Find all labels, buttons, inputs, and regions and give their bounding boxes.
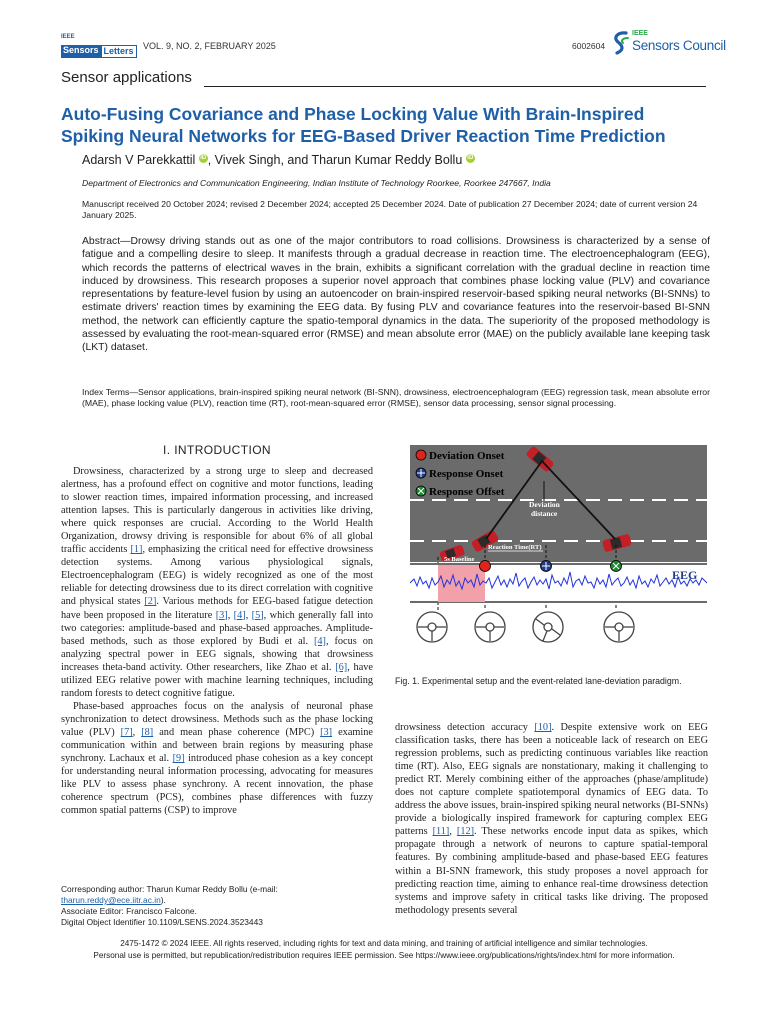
svg-text:Response Offset: Response Offset [429, 486, 505, 498]
manuscript-dates: Manuscript received 20 October 2024; revised 2 December 2024; accepted 25 December 2024. Date of publication 27 December 2024; date of current version 24 January 2025. [82, 199, 698, 220]
rt-label: Reaction Time(RT) [488, 544, 542, 551]
abstract: Abstract—Drowsy driving stands out as one of the major contributors to road collisions. Drowsiness is characterized by a sense of fatigue and a compelling desire to sleep. It manifests through a gradual decrease in reaction time. The electroencephalogram (EEG), which records the patterns of electrical waves in the brain, exhibits a significant correlation with the gradual decline in reaction time induced by drowsiness. This research proposes a superior novel approach that combines phase locking value (PLV) and covariance representations by feature-level fusion by using an autoencoder on brain-inspired reservoir-based spiking neural networks (BI-SNNs) to estimate drivers' reaction times by examining the EEG data. By fusing PLV and covariance features into the reservoir-based BI-SNN method, the network can efficiently capture the spatio-temporal dynamics in the data. The superiority of the proposed methodology is assessed by evaluating the root-mean-squared error (RMSE) and mean absolute error (MAE) on the publicly available lane keeping task (LKT) dataset. [82, 236, 710, 354]
council-ieee-text: IEEE [632, 30, 648, 37]
author-rest: , Vivek Singh, and Tharun Kumar Reddy Bollu [207, 153, 463, 167]
intro-paragraph-2: Phase-based approaches focus on the analysis of neuronal phase synchronization to detect drowsiness. Methods such as the phase locking value (PLV) [7], [8] and mean phase coherence (MPC) [3] examine communication within and between brain regions by measuring phase synchrony. Lachaux et al. [9] introduced phase cohesion as a key concept for understanding neural information processing, advocating for measures like PLV to assess phase synchrony. A recent innovation, the phase coherence spectrum (PCS), combines phase differences with fuzzy common spatial patterns (CSP) to improve [61, 700, 373, 817]
baseline-label: 5s Baseline [444, 556, 475, 563]
logo-sensors-text: Sensors [61, 45, 101, 58]
figure-1 [410, 445, 707, 645]
title-line-1: Auto-Fusing Covariance and Phase Locking Value With Brain-Inspired [61, 104, 645, 124]
right-column [395, 721, 708, 917]
author-1: Adarsh V Parekkattil [82, 153, 196, 167]
citation-link[interactable]: [10] [534, 722, 552, 733]
orcid-icon[interactable]: iD [467, 155, 474, 161]
citation-link[interactable]: [2] [144, 596, 157, 608]
deviation-onset-marker [480, 561, 491, 572]
steering-wheel-icon [604, 612, 634, 642]
citation-link[interactable]: [6] [335, 661, 348, 673]
deviation-label: distance [531, 509, 558, 518]
author-list [82, 153, 475, 167]
figure-caption: Fig. 1. Experimental setup and the event-related lane-deviation paradigm. [395, 676, 682, 686]
orcid-icon[interactable]: iD [200, 155, 207, 161]
sensors-letters-logo [61, 34, 137, 58]
svg-text:Response Onset: Response Onset [429, 468, 504, 480]
corresponding-author: Corresponding author: Tharun Kumar Reddy Bollu (e-mail: tharun.reddy@ece.iitr.ac.in). [61, 884, 278, 905]
svg-text:Deviation Onset: Deviation Onset [429, 450, 505, 462]
footnote [61, 884, 373, 928]
citation-link[interactable]: [5] [251, 609, 264, 621]
citation-link[interactable]: [11] [432, 826, 450, 838]
response-onset-marker [541, 561, 552, 572]
copyright-line-1: 2475-1472 © 2024 IEEE. All rights reserved, including rights for text and data mining, and training of artificial intelligence and similar technologies. [120, 939, 648, 948]
paper-title [61, 103, 711, 147]
citation-link[interactable]: [3] [320, 726, 333, 738]
steering-wheel-icon [475, 612, 505, 642]
associate-editor: Associate Editor: Francisco Falcone. [61, 906, 197, 916]
title-line-2: Spiking Neural Networks for EEG-Based Driver Reaction Time Prediction [61, 126, 666, 146]
section-header [61, 69, 706, 89]
logo-ieee-text: IEEE [61, 34, 75, 40]
steering-wheel-icon [533, 612, 563, 642]
lane-deviation-diagram [410, 445, 707, 645]
volume-info: VOL. 9, NO. 2, FEBRUARY 2025 [143, 41, 276, 51]
legend-response-offset [416, 486, 505, 498]
sensors-council-swirl-icon [611, 30, 631, 56]
citation-link[interactable]: [4] [233, 609, 246, 621]
steering-wheel-icon [417, 612, 447, 642]
citation-link[interactable]: [9] [172, 753, 185, 765]
intro-heading: I. INTRODUCTION [163, 443, 271, 457]
response-offset-marker [611, 561, 622, 572]
citation-link[interactable]: [12] [456, 826, 475, 838]
legend-response-onset [416, 468, 504, 480]
copyright-notice [0, 938, 768, 962]
deviation-label: Deviation [529, 500, 560, 509]
intro-paragraph-1: Drowsiness, characterized by a strong urge to sleep and decreased alertness, has a profound effect on cognitive and motor functions, leading to slower reaction times, impaired information processing, and increased attention lapses. This is particularly dangerous in activities like driving, where quick responses are crucial. According to the World Health Organization, drowsy driving is responsible for about 6% of all global traffic accidents [1], emphasizing the critical need for effective drowsiness detection systems. Among various physiological signals, Electroencephalogram (EEG) is widely recognized as one of the most reliable for detecting drowsiness due to its direct correlation with cognitive and physical states [2]. Various methods for EEG-based fatigue detection have been proposed in the literature [3], [4], [5], which generally fall into two categories: amplitude-based and phase-based approaches. Amplitude-based methods, such as those explored by Budi et al. [4], focus on analyzing spectral power in EEG signals, showing that drowsiness increases theta-band activity. Other researchers, like Zhao et al. [6], have utilized EEG relative power with machine learning techniques, including random forests to detect cognitive fatigue. [61, 466, 374, 699]
author-email-link[interactable]: tharun.reddy@ece.iitr.ac.in [61, 895, 161, 905]
section-rule [204, 86, 706, 87]
right-paragraph: drowsiness detection accuracy [10]. Despite extensive work on EEG classification tasks, there has been a noticeable lack of research on EEG regression problems, such as predicting continuous variables like reaction time (RT). Also, EEG signals are nonstationary, making it challenging to predict RT. Merely combining either of the approaches (phase/amplitude) does not capture complete spatiotemporal dynamics of EEG data. To address the above issues, brain-inspired spiking neural networks (BI-SNNs) provide a biologically inspired framework for capturing complex EEG patterns [11], [12]. These networks encode input data as spikes, which propagate through a network of neurons to capture spatial-temporal features. By combining amplitude-based and phase-based EEG features within a BI-SNN framework, this study proposes a novel approach for predicting reaction time, aiming to enhance real-time drowsiness detection systems and improve safety in critical tasks like driving. The proposed methodology presents several [395, 722, 708, 916]
article-number: 6002604 [572, 41, 606, 51]
logo-letters-text: Letters [101, 45, 137, 58]
citation-link[interactable]: [4] [313, 635, 326, 647]
index-terms: Index Terms—Sensor applications, brain-inspired spiking neural network (BI-SNN), drowsiness, electroencephalogram (EEG) regression task, mean absolute error (MAE), phase locking value (PLV), reaction time (RT), root-mean-squared error (RMSE), sensor data processing, sensor signal processing. [82, 387, 710, 409]
sensors-council-logo [611, 30, 726, 56]
doi: Digital Object Identifier 10.1109/LSENS.2024.3523443 [61, 917, 263, 927]
section-label: Sensor applications [61, 69, 192, 86]
affiliation: Department of Electronics and Communication Engineering, Indian Institute of Technology Roorkee, Roorkee 247667, India [82, 178, 551, 188]
copyright-line-2: Personal use is permitted, but republication/redistribution requires IEEE permission. See https://www.ieee.org/publications/rights/index.html for more information. [93, 951, 675, 960]
citation-link[interactable]: [3] [215, 609, 228, 621]
council-name-text: Sensors Council [632, 38, 726, 53]
legend-deviation-onset [416, 450, 505, 462]
citation-link[interactable]: [7] [120, 726, 133, 738]
citation-link[interactable]: [8] [141, 726, 154, 738]
citation-link[interactable]: [1] [130, 544, 143, 556]
intro-column [61, 465, 373, 817]
eeg-label: EEG [672, 568, 698, 582]
